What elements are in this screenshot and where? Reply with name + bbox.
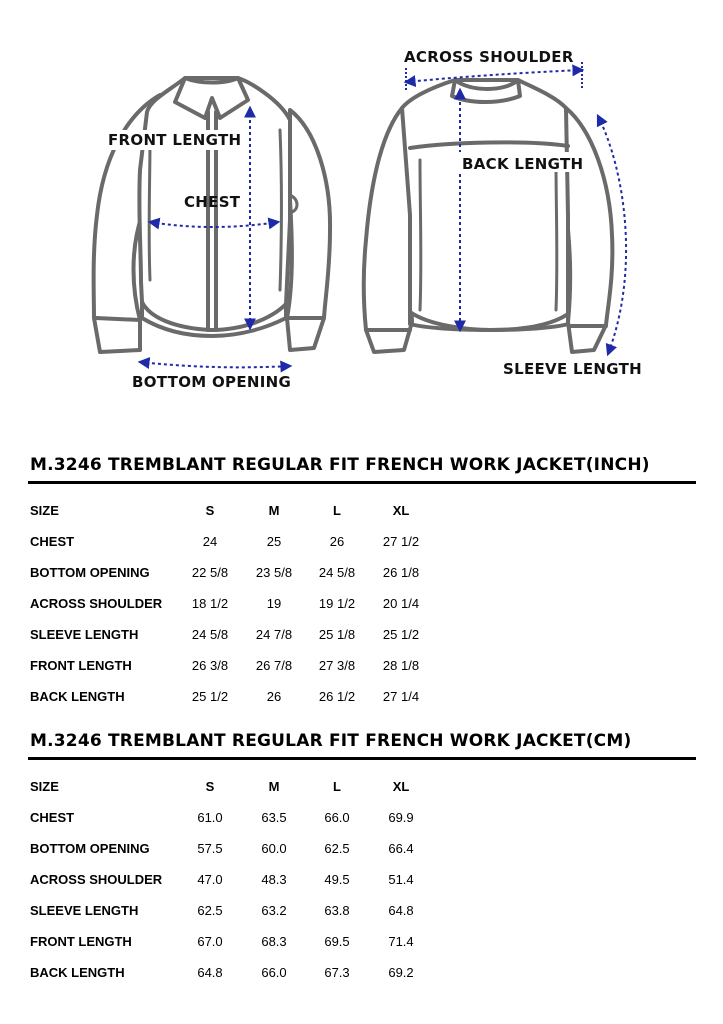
cell: 66.0 <box>261 965 287 980</box>
label-bottom-opening: BOTTOM OPENING <box>132 373 292 391</box>
cell: 24 7/8 <box>255 627 293 642</box>
cm-table-title: M.3246 TREMBLANT REGULAR FIT FRENCH WORK JACKET(CM) <box>30 731 632 751</box>
cell: 68.3 <box>261 934 287 949</box>
header-m: M <box>268 503 280 518</box>
cell: 71.4 <box>388 934 414 949</box>
cell: 24 <box>202 534 218 549</box>
cell: 64.8 <box>388 903 414 918</box>
jacket-measurement-diagram <box>0 0 723 400</box>
table-row <box>0 841 723 861</box>
row-label: FRONT LENGTH <box>30 934 132 949</box>
table-row <box>0 934 723 954</box>
cell: 25 1/2 <box>382 627 420 642</box>
header-m: M <box>268 779 280 794</box>
cell: 62.5 <box>197 903 223 918</box>
inch-table-title: M.3246 TREMBLANT REGULAR FIT FRENCH WORK JACKET(INCH) <box>30 455 650 475</box>
cell: 26 1/2 <box>318 689 356 704</box>
cell: 67.3 <box>324 965 350 980</box>
row-label: SLEEVE LENGTH <box>30 903 139 918</box>
table-header-row <box>0 779 723 799</box>
cell: 69.9 <box>388 810 414 825</box>
cell: 26 1/8 <box>382 565 420 580</box>
cell: 69.5 <box>324 934 350 949</box>
cell: 27 3/8 <box>318 658 356 673</box>
table-row <box>0 689 723 709</box>
table-row <box>0 903 723 923</box>
table-row <box>0 872 723 892</box>
back-body <box>402 80 568 330</box>
row-label: FRONT LENGTH <box>30 658 132 673</box>
cell: 63.5 <box>261 810 287 825</box>
cell: 25 1/8 <box>318 627 356 642</box>
table-row <box>0 965 723 985</box>
front-jacket-illustration <box>94 78 330 352</box>
table-header-row <box>0 503 723 523</box>
back-jacket-illustration <box>364 80 613 352</box>
row-label: SLEEVE LENGTH <box>30 627 139 642</box>
header-l: L <box>333 503 341 518</box>
label-across-shoulder: ACROSS SHOULDER <box>404 48 574 66</box>
cell: 57.5 <box>197 841 223 856</box>
back-right-sleeve <box>566 108 612 352</box>
cell: 19 <box>266 596 282 611</box>
cell: 49.5 <box>324 872 350 887</box>
row-label: BOTTOM OPENING <box>30 841 150 856</box>
cell: 63.2 <box>261 903 287 918</box>
header-s: S <box>205 779 215 794</box>
label-front-length: FRONT LENGTH <box>108 131 242 149</box>
cell: 24 5/8 <box>318 565 356 580</box>
cell: 19 1/2 <box>318 596 356 611</box>
cell: 25 <box>266 534 282 549</box>
label-chest: CHEST <box>184 193 241 211</box>
table-row <box>0 565 723 585</box>
cell: 60.0 <box>261 841 287 856</box>
cell: 20 1/4 <box>382 596 420 611</box>
header-l: L <box>333 779 341 794</box>
cell: 64.8 <box>197 965 223 980</box>
row-label: BACK LENGTH <box>30 965 125 980</box>
header-s: S <box>205 503 215 518</box>
cell: 26 <box>329 534 345 549</box>
row-label: CHEST <box>30 810 75 825</box>
cell: 26 7/8 <box>255 658 293 673</box>
cell: 69.2 <box>388 965 414 980</box>
cell: 26 3/8 <box>191 658 229 673</box>
table-row <box>0 596 723 616</box>
cell: 61.0 <box>197 810 223 825</box>
cell: 27 1/4 <box>382 689 420 704</box>
label-sleeve-length: SLEEVE LENGTH <box>503 360 643 378</box>
table-row <box>0 810 723 830</box>
cell: 18 1/2 <box>191 596 229 611</box>
table-row <box>0 534 723 554</box>
cm-table-rule <box>28 757 696 760</box>
bottom-opening-line <box>140 362 290 367</box>
cell: 28 1/8 <box>382 658 420 673</box>
header-xl: XL <box>392 503 410 518</box>
row-label: ACROSS SHOULDER <box>30 872 163 887</box>
cell: 67.0 <box>197 934 223 949</box>
row-label: BOTTOM OPENING <box>30 565 150 580</box>
row-label: ACROSS SHOULDER <box>30 596 163 611</box>
table-row <box>0 627 723 647</box>
label-back-length: BACK LENGTH <box>462 155 584 173</box>
cell: 66.4 <box>388 841 414 856</box>
cell: 25 1/2 <box>191 689 229 704</box>
cell: 27 1/2 <box>382 534 420 549</box>
table-row <box>0 658 723 678</box>
cell: 22 5/8 <box>191 565 229 580</box>
row-label: CHEST <box>30 534 75 549</box>
cell: 51.4 <box>388 872 414 887</box>
cell: 48.3 <box>261 872 287 887</box>
header-size: SIZE <box>30 779 59 794</box>
header-size: SIZE <box>30 503 59 518</box>
cell: 26 <box>266 689 282 704</box>
cell: 66.0 <box>324 810 350 825</box>
cell: 47.0 <box>197 872 223 887</box>
front-right-sleeve <box>287 110 330 350</box>
row-label: BACK LENGTH <box>30 689 125 704</box>
header-xl: XL <box>392 779 410 794</box>
cell: 24 5/8 <box>191 627 229 642</box>
inch-table-rule <box>28 481 696 484</box>
cell: 62.5 <box>324 841 350 856</box>
cell: 23 5/8 <box>255 565 293 580</box>
cell: 63.8 <box>324 903 350 918</box>
